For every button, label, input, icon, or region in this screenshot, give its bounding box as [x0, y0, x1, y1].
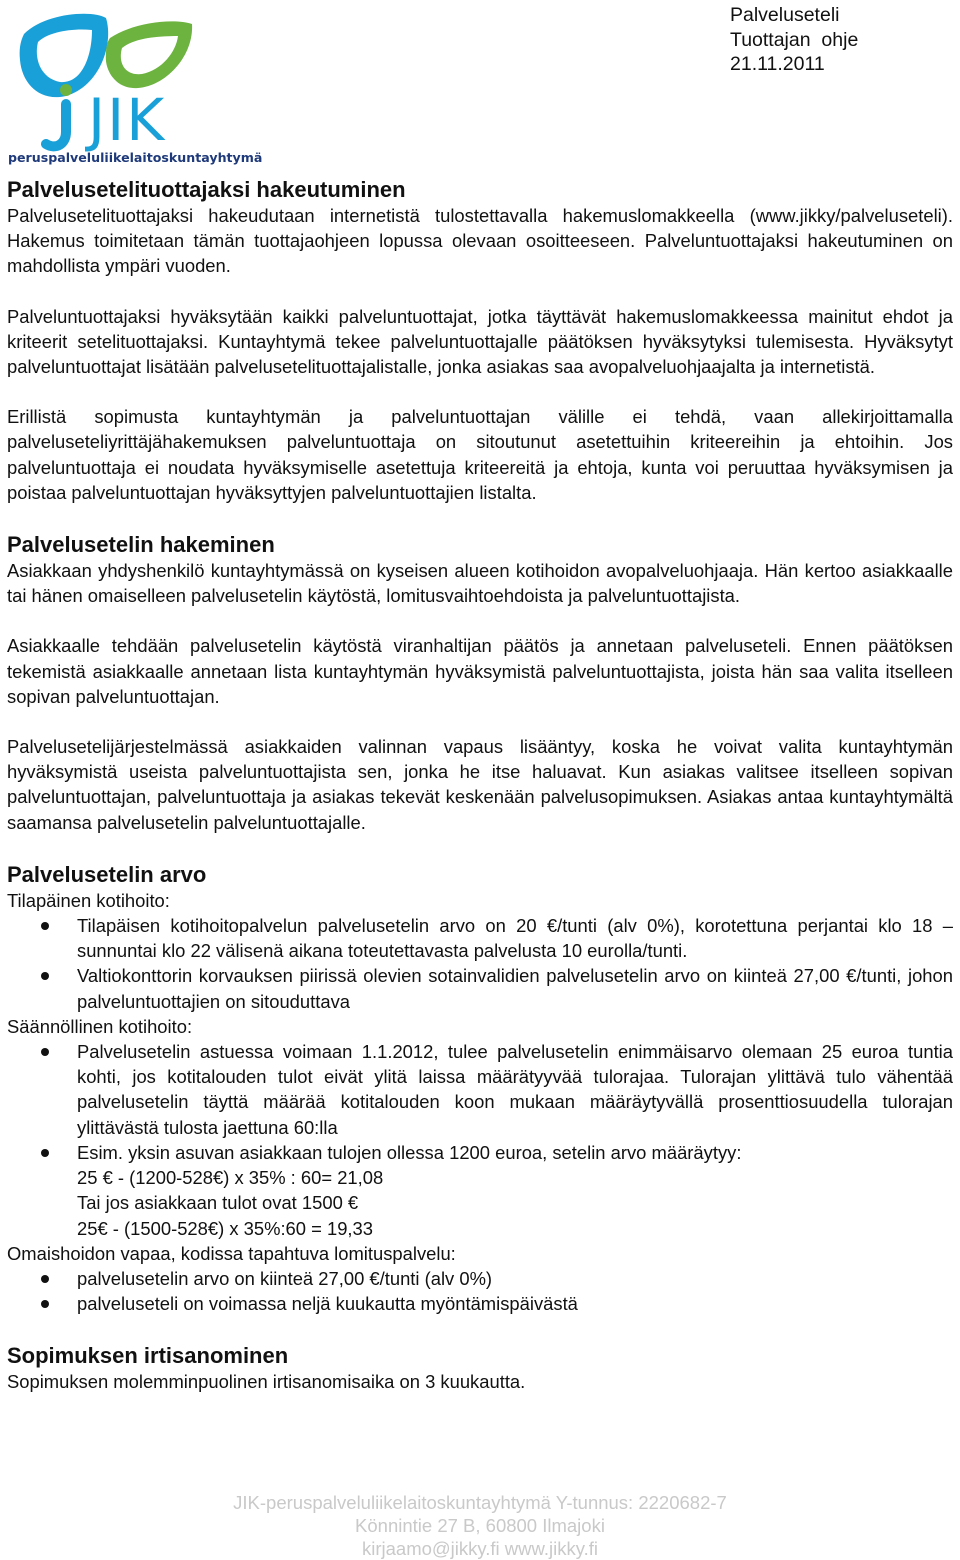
paragraph: Sopimuksen molemminpuolinen irtisanomisaika on 3 kuukautta.: [7, 1371, 526, 1393]
logo-leaf-green: [106, 21, 192, 88]
subheading-caregiver-leave: Omaishoidon vapaa, kodissa tapahtuva lomituspalvelu:: [7, 1242, 456, 1264]
jik-logo: [6, 4, 263, 170]
paragraph: Asiakkaan yhdyshenkilö kuntayhtymässä on kyseisen alueen kotihoidon avopalveluohjaaja. Hän kertoo asiakkaalle tai hänen omaiselleen palvelusetelin käytöstä, lomitusvaihtoehdoista ja palveluntuottajista.: [7, 560, 953, 607]
footer-address: Könnintie 27 B, 60800 Ilmajoki: [355, 1515, 605, 1536]
bullet-icon: [41, 1300, 49, 1308]
example-intro: Esim. yksin asuvan asiakkaan tulojen ollessa 1200 euroa, setelin arvo määräytyy:: [77, 1141, 742, 1163]
meta-date: 21.11.2011: [730, 53, 825, 75]
subheading-regular-care: Säännöllinen kotihoito:: [7, 1015, 193, 1037]
bullet-list: [7, 1039, 953, 1241]
example-calc: Tai jos asiakkaan tulot ovat 1500 €: [77, 1192, 359, 1214]
paragraph: Asiakkaalle tehdään palvelusetelin käytöstä viranhaltijan päätös ja annetaan palveluseteli. Ennen päätöksen tekemistä asiakkaalle annetaan lista kuntayhtymän hyväksymistä palveluntuottajista, joista hän saa valita itselleen sopivan palveluntuottajan.: [7, 635, 953, 707]
logo-tagline: peruspalveluliikelaitoskuntayhtymä: [8, 150, 263, 165]
bullet-icon: [41, 922, 49, 930]
list-item: palvelusetelin arvo on kiinteä 27,00 €/tunti (alv 0%): [7, 1266, 953, 1291]
bullet-icon: [41, 1275, 49, 1283]
paragraph: Palvelusetelijärjestelmässä asiakkaiden valinnan vapaus lisääntyy, koska he voivat valita kuntayhtymän hyväksymistä useista palveluntuottajista sen, jonka he itse haluavat. Kun asiakas valitsee itselleen sopivan palveluntuottajan, palveluntuottaja ja asiakas tekevät keskenään palvelusopimuksen. Asiakas antaa kuntayhtymältä saamansa palvelusetelin palveluntuottajalle.: [7, 736, 953, 833]
list-item: Tilapäisen kotihoitopalvelun palvelusetelin arvo on 20 €/tunti (alv 0%), korotettuna perjantai klo 18 – sunnuntai klo 22 välisenä aikana toteutettavasta palvelusta 10 eurolla/tunti.: [7, 913, 953, 963]
logo-j-stroke: [46, 104, 66, 146]
meta-title: Palveluseteli: [730, 4, 840, 26]
footer-company: JIK-peruspalveluliikelaitoskuntayhtymä Y-tunnus: 2220682-7: [233, 1492, 727, 1513]
bullet-icon: [41, 972, 49, 980]
paragraph: Palveluntuottajaksi hyväksytään kaikki palveluntuottajat, jotka täyttävät hakemuslomakkeessa mainitut ehdot ja kriteerit setelituottajaksi. Kuntayhtymä tekee palveluntuottajalle päätöksen hyväksytyksi tulemisesta. Hyväksytyt palveluntuottajat lisätään palvelusetelituottajalistalle, jonka asiakas saa avopalveluohjaajalta ja internetistä.: [7, 305, 953, 378]
heading-provider-application: Palvelusetelituottajaksi hakeutuminen: [7, 177, 406, 202]
document-body: [7, 176, 953, 1395]
document-meta: [730, 3, 950, 77]
list-item: Valtiokonttorin korvauksen piirissä olevien sotainvalidien palvelusetelin arvo on kiinteä 27,00 €/tunti, johon palveluntuottajien on sitouduttava: [7, 963, 953, 1013]
paragraph: Erillistä sopimusta kuntayhtymän ja palveluntuottajan välille ei tehdä, vaan allekirjoittamalla palveluseteliyrittäjähakemuksen palveluntuottaja on sitoutunut asetettuihin kriteereihin ja ehtoihin. Jos palveluntuottaja ei noudata hyväksymiselle asetettuja kriteereitä ja ehtoja, kunta voi peruuttaa hyväksymisen ja poistaa palveluntuottajan hyväksyttyjen palveluntuottajien listalta.: [7, 406, 953, 503]
example-calc: 25€ - (1500-528€) x 35%:60 = 19,33: [77, 1217, 373, 1239]
heading-contract-termination: Sopimuksen irtisanominen: [7, 1343, 289, 1369]
heading-voucher-application: Palvelusetelin hakeminen: [7, 532, 275, 558]
bullet-list: [7, 1266, 953, 1316]
meta-subtitle: Tuottajan ohje: [730, 28, 859, 51]
paragraph: Palvelusetelituottajaksi hakeudutaan internetistä tulostettavalla hakemuslomakkeella (www.jikky/palveluseteli). Hakemus toimitetaan tämän tuottajaohjeen lopussa olevaan osoitteeseen. Palveluntuottajaksi hakeutuminen on mahdollista ympäri vuoden.: [7, 205, 953, 277]
list-item: [7, 1140, 953, 1241]
bullet-icon: [41, 1149, 49, 1157]
subheading-temporary-care: Tilapäinen kotihoito:: [7, 889, 170, 911]
logo-letters: JIK: [88, 86, 167, 154]
footer-contact: kirjaamo@jikky.fi www.jikky.fi: [361, 1538, 598, 1559]
bullet-icon: [41, 1048, 49, 1056]
heading-voucher-value: Palvelusetelin arvo: [7, 861, 207, 887]
example-calc: 25 € - (1200-528€) x 35% : 60= 21,08: [77, 1167, 384, 1189]
bullet-list: [7, 913, 953, 1014]
list-item: Palvelusetelin astuessa voimaan 1.1.2012, tulee palvelusetelin enimmäisarvo olemaan 25 euroa tuntia kohti, jos kotitalouden tulot eivät ylitä laissa määrätyyvää tulorajaa. Tulorajan ylittävä tulo vähentää palvelusetelin täyttä määrää kotitalouden koon mukaan määräytyvällä prosenttiosuudella tulorajan ylittävästä tulosta jaettuna 60:lla: [7, 1039, 953, 1140]
footer: [0, 1491, 960, 1560]
list-item: palveluseteli on voimassa neljä kuukautta myöntämispäivästä: [7, 1291, 953, 1316]
logo-j-dot: [60, 84, 72, 96]
